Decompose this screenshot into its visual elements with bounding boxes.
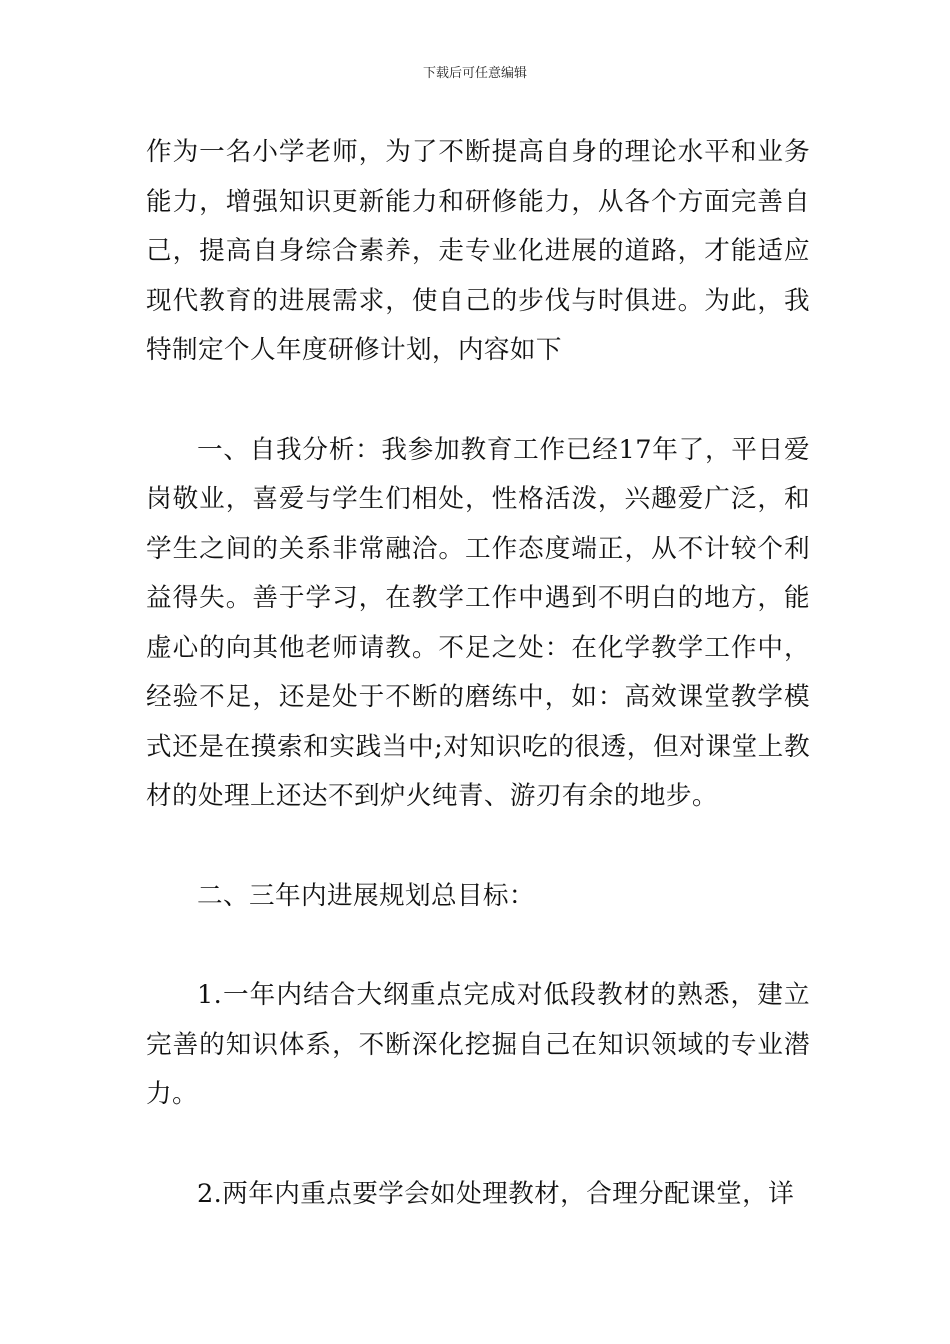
paragraph-spacer (146, 1120, 810, 1170)
section-heading-goals: 二、三年内进展规划总目标： (197, 880, 535, 911)
goal-item-2: 2.两年内重点要学会如处理教材，合理分配课堂，详 (197, 1178, 795, 1209)
goal-item-1: 1.一年内结合大纲重点完成对低段教材的熟悉，建立完善的知识体系，不断深化挖掘自己在知识领域的专业潜力。 (146, 980, 810, 1109)
intro-paragraph: 作为一名小学老师，为了不断提高自身的理论水平和业务能力，增强知识更新能力和研修能力，从各个方面完善自己，提高自身综合素养，走专业化进展的道路，才能适应现代教育的进展需求，使自己的步伐与时俱进。为此，我特制定个人年度研修计划，内容如下 (146, 137, 810, 365)
document-body (146, 128, 810, 1219)
page-header: 下载后可任意编辑 (422, 66, 527, 81)
paragraph-spacer (146, 376, 810, 426)
self-analysis-paragraph: 一、自我分析：我参加教育工作已经17年了，平日爱岗敬业，喜爱与学生们相处，性格活泼，兴趣爱广泛，和学生之间的关系非常融洽。工作态度端正，从不计较个利益得失。善于学习，在教学工作中遇到不明白的地方，能虚心的向其他老师请教。不足之处：在化学教学工作中，经验不足，还是处于不断的磨练中，如：高效课堂教学模式还是在摸索和实践当中;对知识吃的很透，但对课堂上教材的处理上还达不到炉火纯青、游刃有余的地步。 (146, 434, 810, 811)
paragraph-spacer (146, 822, 810, 872)
paragraph-spacer (146, 921, 810, 971)
